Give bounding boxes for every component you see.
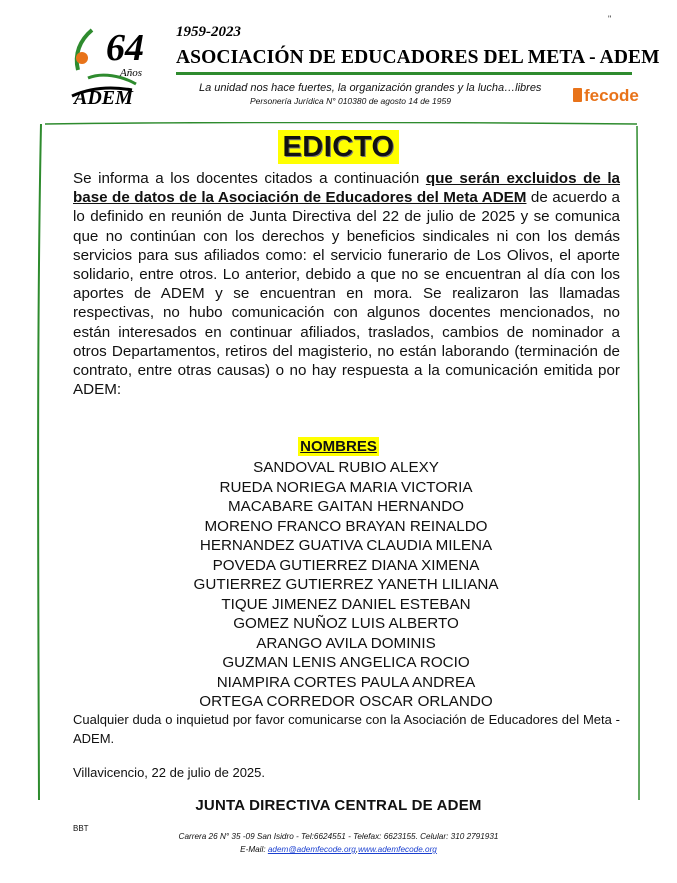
notice-emphasis: que serán excluidos de la base de datos de la Asociación de Educadores del Meta ADEM (73, 170, 620, 207)
legal-registration: Personería Jurídica N° 010380 de agosto 14 de 1959 (250, 96, 451, 106)
list-item: MACABARE GAITAN HERNANDO (228, 498, 464, 515)
notice-body (73, 169, 620, 399)
logo-years-text: Años (120, 67, 142, 79)
names-heading: NOMBRES (300, 438, 377, 455)
corner-mark: " (608, 14, 612, 24)
document-title: EDICTO (278, 130, 398, 164)
list-item: NIAMPIRA CORTES PAULA ANDREA (216, 673, 476, 691)
notice-rest: de acuerdo a lo definido en reunión de Junta Directiva del 22 de julio de 2025 y se comunica que no continúan con los derechos y beneficios sindicales ni con los demás servicios para sus afiliados como: el servicio funerario de Los Olivos, el aporte solidario, entre otros. Lo anterior, debido a que no se encuentran al día con los aportes de ADEM y se encuentran en mora. Se realizaron las llamadas respectivas, no hubo comunicación con algunos docentes mencionados, no están interesados en continuar afiliados, traslados, cambios de nominador a otros Departamentos, retiros del magisterio, no están laborando (terminación de contrato, entre otras causas) o no hay respuesta a la comunicación emitida por ADEM: (73, 189, 620, 399)
list-item: ARANGO AVILA DOMINIS (256, 634, 436, 652)
list-item: TIQUE JIMENEZ DANIEL ESTEBAN (221, 595, 471, 613)
list-item: RUEDA NORIEGA MARIA VICTORIA (219, 478, 473, 496)
email-label: E-Mail: (240, 845, 268, 854)
organization-name: ASOCIACIÓN DE EDUCADORES DEL META - ADEM (176, 47, 660, 68)
website-link[interactable]: www.ademfecode.org (358, 845, 437, 854)
header-divider (176, 72, 632, 75)
anniversary-years: 1959-2023 (176, 24, 241, 40)
footer-contact (0, 845, 677, 854)
list-item: GOMEZ NUÑOZ LUIS ALBERTO (233, 615, 459, 632)
footer-address: Carrera 26 N° 35 -09 San Isidro - Tel:6624551 - Telefax: 6623155. Celular: 310 2791931 (178, 832, 499, 841)
link-separator: , (355, 845, 359, 854)
list-item: ORTEGA CORREDOR OSCAR ORLANDO (199, 693, 493, 710)
logo-brand: ADEM (74, 87, 133, 108)
list-item: HERNANDEZ GUATIVA CLAUDIA MILENA (199, 537, 493, 554)
logo-number: 64 (106, 27, 144, 69)
notice-intro: Se informa a los docentes citados a continuación (73, 170, 426, 187)
letterhead (0, 0, 677, 115)
typist-initials: BBT (73, 824, 89, 833)
names-list (0, 458, 677, 712)
list-item: MORENO FRANCO BRAYAN REINALDO (204, 517, 488, 535)
signature-block: JUNTA DIRECTIVA CENTRAL DE ADEM (195, 797, 482, 814)
list-item: SANDOVAL RUBIO ALEXY (253, 459, 439, 476)
email-link[interactable]: adem@ademfecode.org (267, 845, 356, 854)
list-item: POVEDA GUTIERREZ DIANA XIMENA (212, 556, 480, 574)
fecode-mark-icon (573, 88, 582, 102)
list-item: GUZMAN LENIS ANGELICA ROCIO (222, 654, 470, 671)
adem-64-years-logo (62, 18, 162, 108)
closing-paragraph: Cualquier duda o inquietud por favor comunicarse con la Asociación de Educadores del Meta - ADEM. (73, 712, 620, 746)
fecode-logo (573, 86, 639, 106)
city-date: Villavicencio, 22 de julio de 2025. (73, 765, 266, 780)
fecode-text: fecode (584, 86, 639, 105)
list-item: GUTIERREZ GUTIERREZ YANETH LILIANA (193, 576, 499, 593)
slogan: La unidad nos hace fuertes, la organización grandes y la lucha…libres (199, 82, 542, 94)
